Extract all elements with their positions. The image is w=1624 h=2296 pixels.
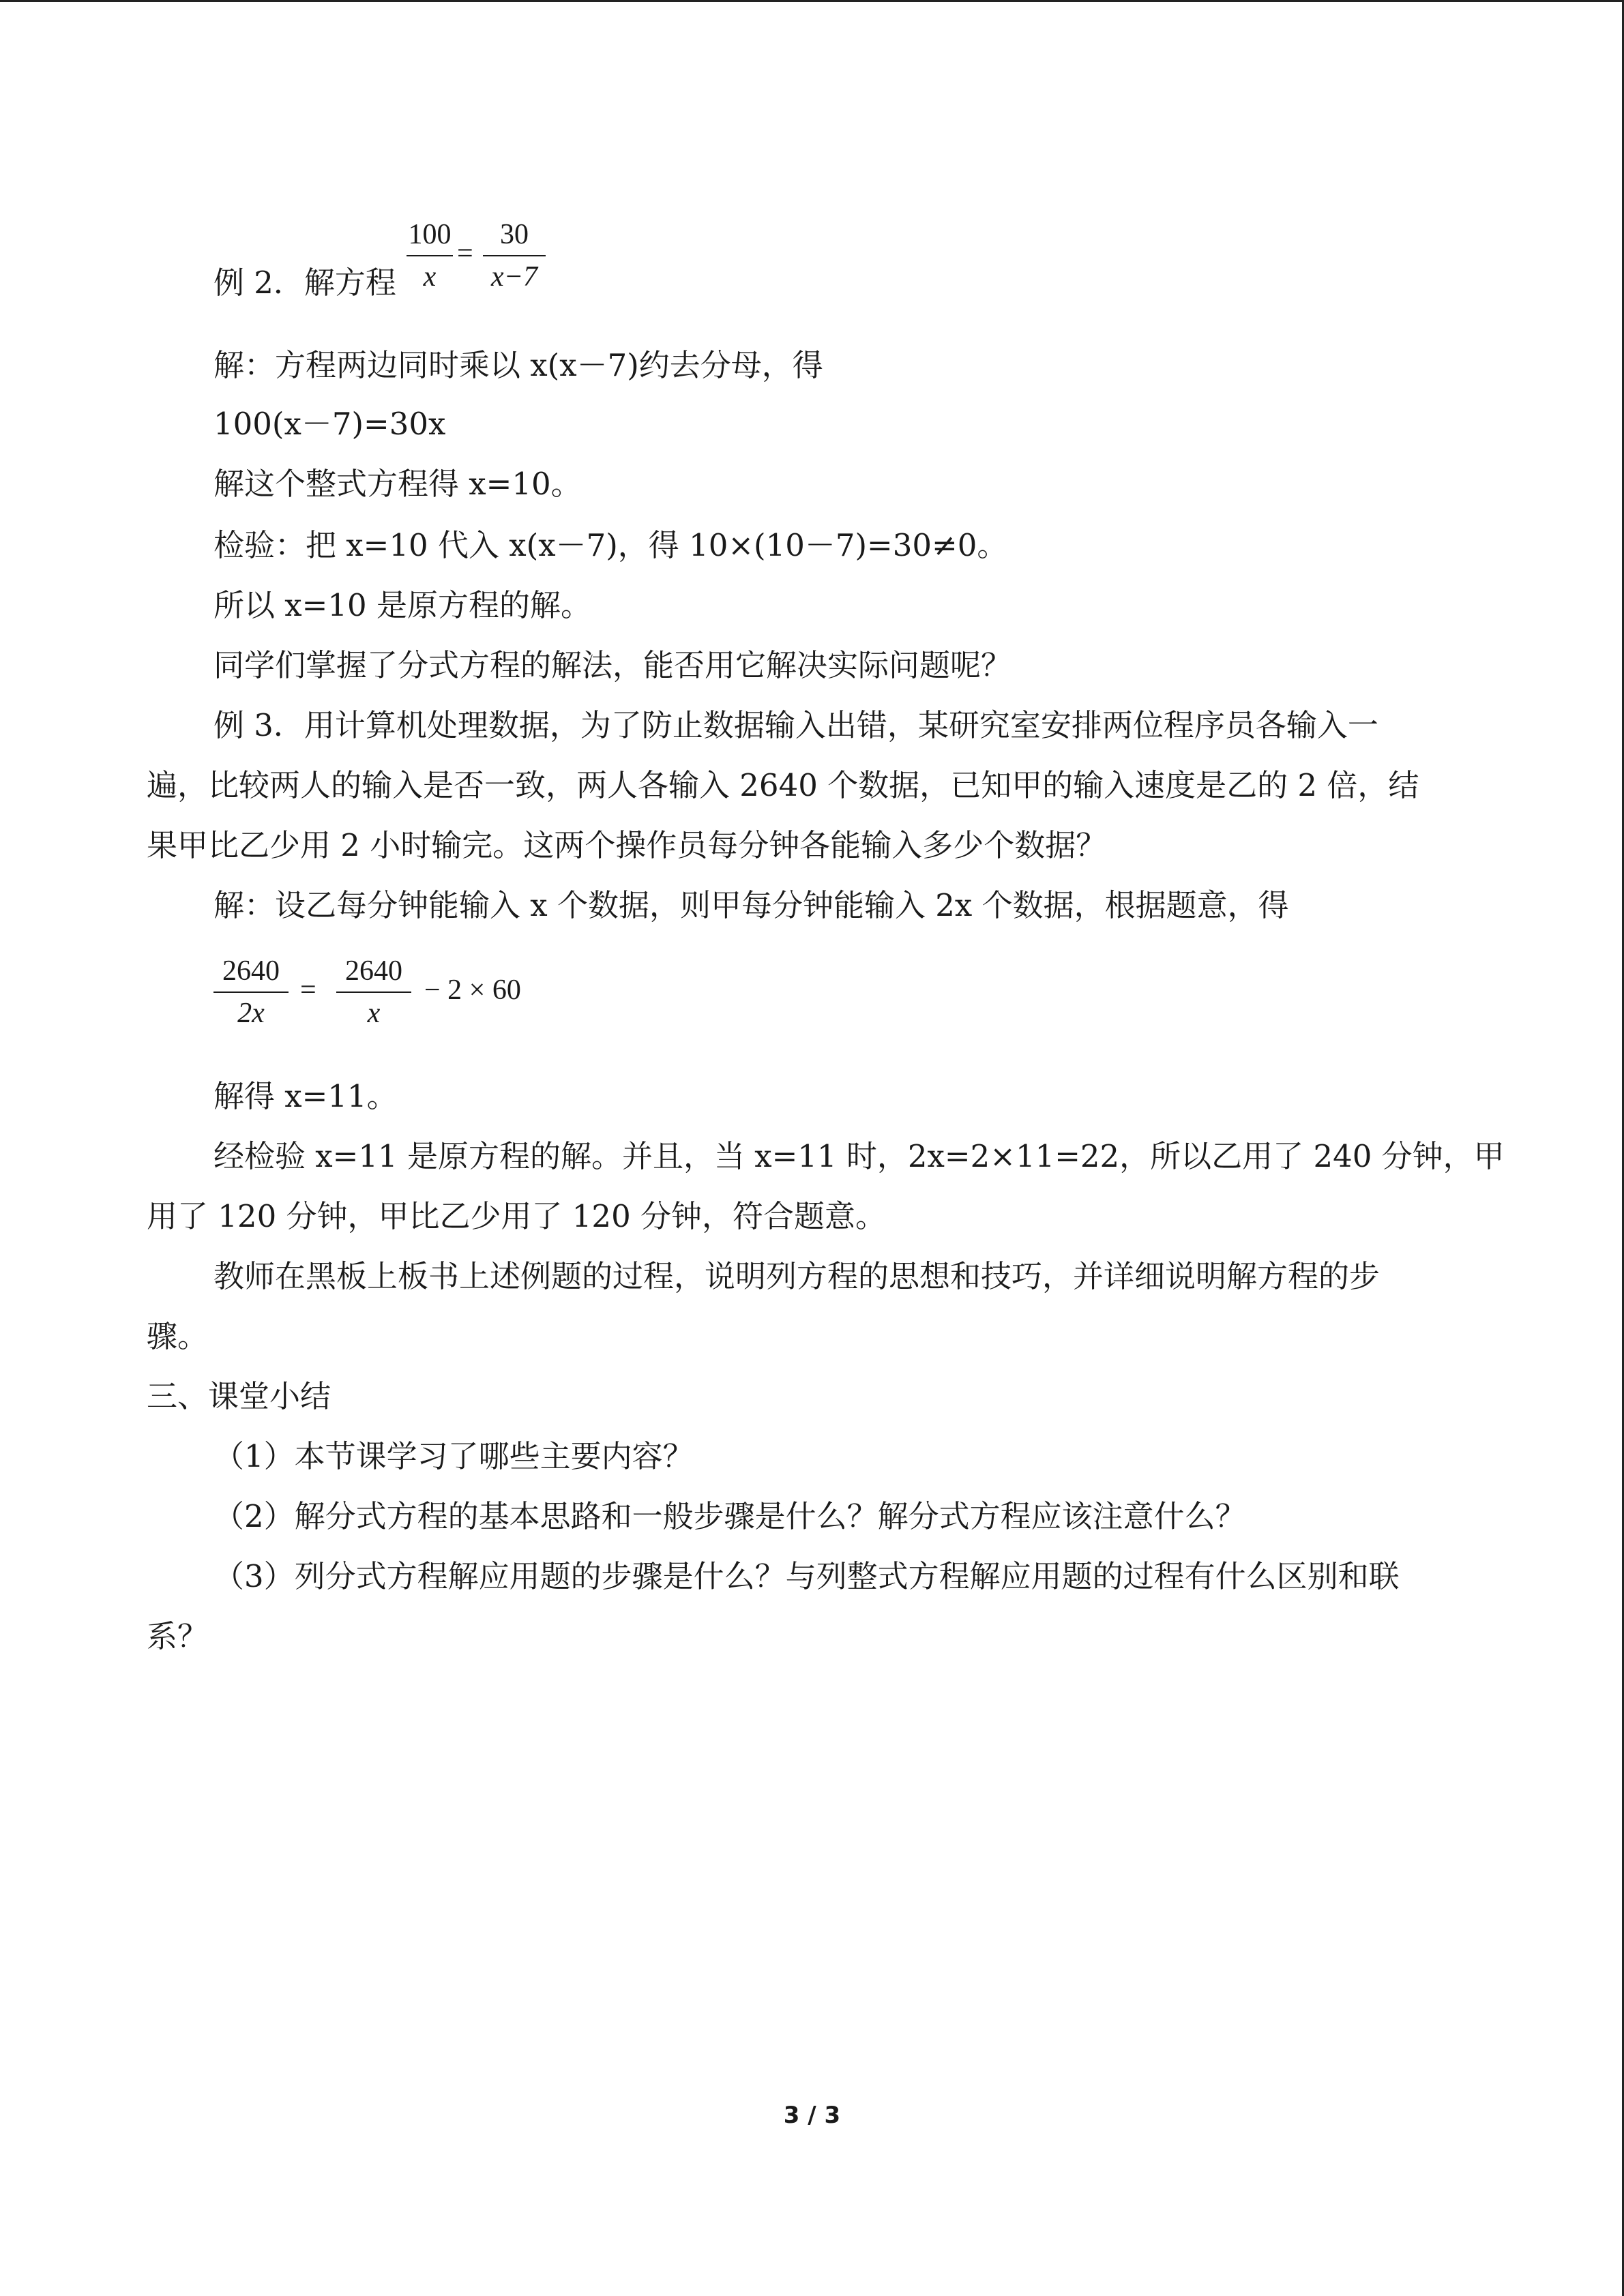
text-line: 检验：把 x=10 代入 x(x－7)，得 10×(10－7)=30≠0。: [213, 527, 1008, 563]
summary-item: （2）解分式方程的基本思路和一般步骤是什么？解分式方程应该注意什么？: [213, 1498, 1246, 1534]
example2-rhs-numerator: 30: [500, 219, 529, 250]
fraction-bar: [483, 255, 546, 256]
section-heading: 三、课堂小结: [147, 1378, 331, 1414]
example2-equals: =: [457, 238, 473, 269]
text-line: 100(x－7)=30x: [213, 406, 446, 442]
example3-rhs-numerator: 2640: [345, 955, 402, 987]
example3-equals: =: [300, 974, 316, 1006]
fraction-bar: [213, 992, 289, 993]
summary-item: （3）列分式方程解应用题的步骤是什么？与列整式方程解应用题的过程有什么区别和联: [213, 1558, 1400, 1594]
text-line: 例 3．用计算机处理数据，为了防止数据输入出错，某研究室安排两位程序员各输入一: [213, 707, 1378, 743]
example3-lhs-fraction: [213, 953, 289, 1031]
text-line: 解这个整式方程得 x=10。: [213, 466, 582, 502]
text-line: 骤。: [147, 1318, 209, 1354]
example2-rhs-denominator: x−7: [491, 261, 537, 293]
text-line: 解：设乙每分钟能输入 x 个数据，则甲每分钟能输入 2x 个数据，根据题意，得: [213, 887, 1289, 923]
text-line: 所以 x=10 是原方程的解。: [213, 587, 591, 623]
example2-label: 例 2．解方程: [213, 265, 396, 301]
page-number: 3 / 3: [783, 2102, 841, 2129]
summary-item: （1）本节课学习了哪些主要内容？: [213, 1438, 694, 1474]
text-line: 系？: [147, 1618, 209, 1654]
page-border-top: [0, 0, 1624, 2]
text-line: 果甲比乙少用 2 小时输完。这两个操作员每分钟各能输入多少个数据？: [147, 827, 1107, 863]
example3-rhs-denominator: x: [367, 998, 381, 1029]
fraction-bar: [336, 992, 411, 993]
text-line: 同学们掌握了分式方程的解法，能否用它解决实际问题呢？: [213, 647, 1012, 683]
text-line: 解：方程两边同时乘以 x(x－7)约去分母，得: [213, 347, 823, 383]
text-line: 解得 x=11。: [213, 1078, 398, 1114]
text-line: 经检验 x=11 是原方程的解。并且，当 x=11 时，2x=2×11=22，所以乙用了 240 分钟，甲: [213, 1138, 1505, 1174]
example3-lhs-numerator: 2640: [222, 955, 280, 987]
fraction-bar: [407, 255, 453, 256]
example2-lhs-numerator: 100: [408, 219, 452, 250]
example3-lhs-denominator: 2x: [237, 998, 265, 1029]
text-line: 遍，比较两人的输入是否一致，两人各输入 2640 个数据，已知甲的输入速度是乙的 2 倍，结: [147, 767, 1419, 803]
example3-rhs-fraction: [336, 953, 411, 1031]
text-line: 教师在黑板上板书上述例题的过程，说明列方程的思想和技巧，并详细说明解方程的步: [213, 1258, 1381, 1294]
example2-lhs-fraction: [407, 217, 453, 295]
text-line: 用了 120 分钟，甲比乙少用了 120 分钟，符合题意。: [147, 1198, 887, 1234]
example2-rhs-fraction: [483, 217, 546, 295]
example3-tail: − 2 × 60: [424, 974, 521, 1006]
example2-lhs-denominator: x: [423, 261, 437, 293]
